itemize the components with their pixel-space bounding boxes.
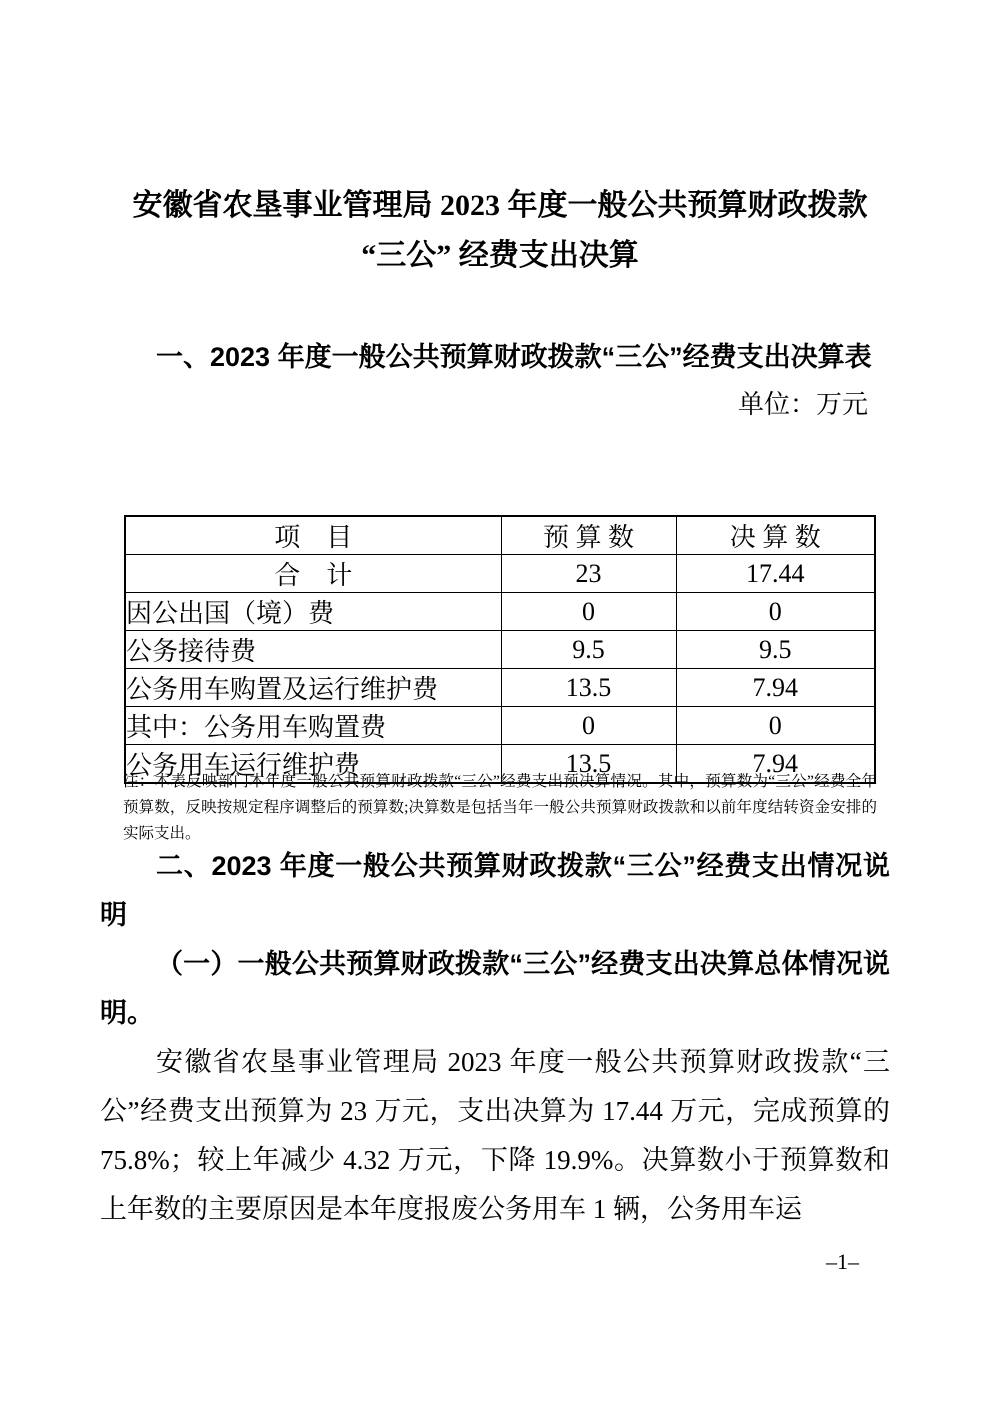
document-title-line2: “三公” 经费支出决算 <box>361 239 639 272</box>
row-item-label: 因公出国（境）费 <box>125 593 501 631</box>
row-budget-value: 13.5 <box>501 745 676 784</box>
table-row-vehicle-total <box>125 669 875 707</box>
section1 <box>100 333 890 429</box>
table-row-vehicle-purchase <box>125 707 875 745</box>
header-budget: 预 算 数 <box>501 516 676 555</box>
row-budget-value: 13.5 <box>501 669 676 707</box>
page-number: –1– <box>826 1249 859 1274</box>
row-item-label: 公务接待费 <box>125 631 501 669</box>
section2-paragraph: 安徽省农垦事业管理局 2023 年度一般公共预算财政拨款“三公”经费支出预算为 23 万元，支出决算为 17.44 万元，完成预算的 75.8%；较上年减少 4.32 万元，下降 19.9%。决算数小于预算数和上年数的主要原因是本年度报废公务用车 1 辆，公务用车运 <box>100 1047 890 1224</box>
row-final-value: 0 <box>676 707 875 745</box>
row-final-value: 7.94 <box>676 669 875 707</box>
table-row-reception <box>125 631 875 669</box>
header-item: 项 目 <box>125 516 501 555</box>
row-budget-value: 0 <box>501 593 676 631</box>
row-final-value: 9.5 <box>676 631 875 669</box>
row-budget-value: 23 <box>501 555 676 593</box>
document-title <box>0 181 1000 281</box>
row-final-value: 0 <box>676 593 875 631</box>
section2-subheading: （一）一般公共预算财政拨款“三公”经费支出决算总体情况说明。 <box>100 949 890 1028</box>
row-item-label: 公务用车运行维护费 <box>125 745 501 784</box>
row-final-value: 17.44 <box>676 555 875 593</box>
section2-heading: 二、2023 年度一般公共预算财政拨款“三公”经费支出情况说明 <box>100 851 890 930</box>
row-budget-value: 0 <box>501 707 676 745</box>
section2 <box>100 842 890 1234</box>
row-budget-value: 9.5 <box>501 631 676 669</box>
document-title-line1: 安徽省农垦事业管理局 2023 年度一般公共预算财政拨款 <box>132 189 868 222</box>
row-item-label: 其中：公务用车购置费 <box>125 707 501 745</box>
row-item-label: 合 计 <box>125 555 501 593</box>
table-header-row <box>125 516 875 555</box>
table-row-total <box>125 555 875 593</box>
header-final: 决 算 数 <box>676 516 875 555</box>
section1-heading: 一、2023 年度一般公共预算财政拨款“三公”经费支出决算表 <box>156 342 872 372</box>
table-note: 注：本表反映部门本年度一般公共预算财政拨款“三公”经费支出预决算情况。其中，预算数为“三公”经费全年预算数，反映按规定程序调整后的预算数;决算数是包括当年一般公共预算财政拨款和以前年度结转资金安排的实际支出。 <box>123 773 877 842</box>
table-row-abroad <box>125 593 875 631</box>
unit-label: 单位：万元 <box>737 390 868 419</box>
budget-table <box>124 515 876 784</box>
row-final-value: 7.94 <box>676 745 875 784</box>
row-item-label: 公务用车购置及运行维护费 <box>125 669 501 707</box>
